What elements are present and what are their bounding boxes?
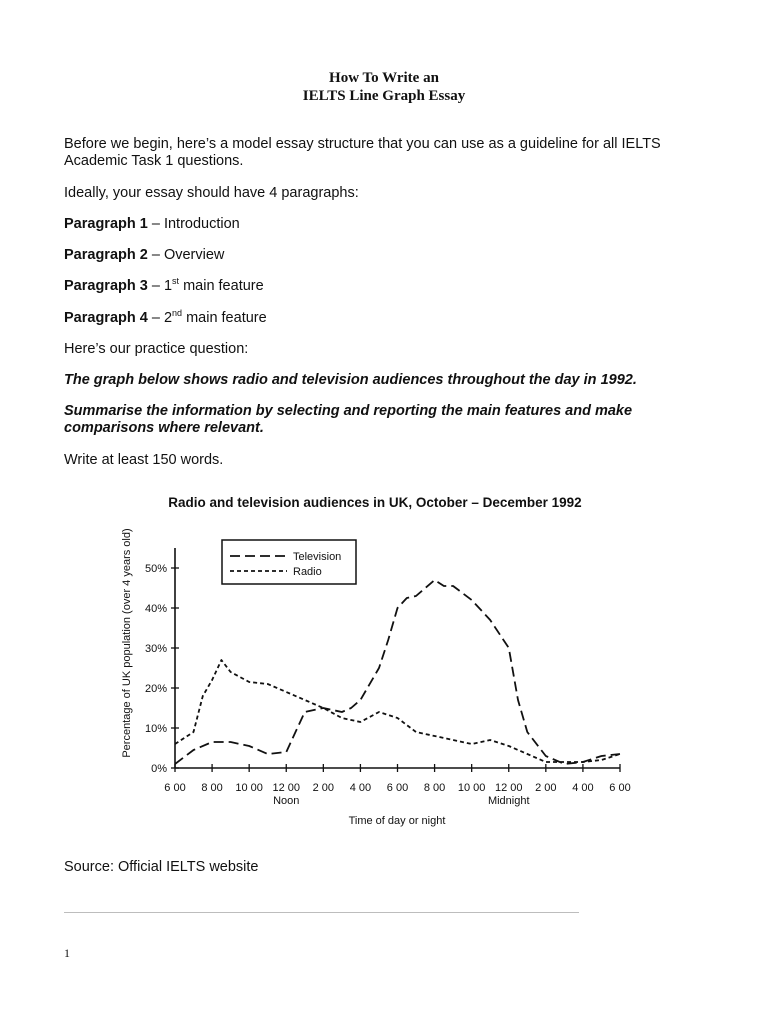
x-tick-label: 8 00 xyxy=(201,782,223,794)
x-tick-label: 2 00 xyxy=(535,782,557,794)
x-tick-label: 4 00 xyxy=(349,782,372,794)
paragraph-item xyxy=(64,310,684,327)
paragraph-text: Introduction xyxy=(163,216,240,232)
x-tick-label: 2 00 xyxy=(312,782,335,794)
x-tick-label: 12 00 xyxy=(494,782,523,794)
doc-title-line2: IELTS Line Graph Essay xyxy=(302,88,466,104)
chart-legend xyxy=(222,540,356,584)
x-tick-label: 6 00 xyxy=(609,782,631,794)
page-number: 1 xyxy=(64,946,70,960)
paragraph-label: Paragraph 1 xyxy=(64,216,148,232)
line-chart xyxy=(0,480,768,840)
x-tick-label: 10 00 xyxy=(235,782,263,794)
footer-divider xyxy=(64,912,579,913)
word-count-instruction: Write at least 150 words. xyxy=(64,452,224,468)
paragraph-label: Paragraph 3 xyxy=(64,278,148,294)
paragraph-number: 2 xyxy=(163,310,173,326)
paragraph-label: Paragraph 2 xyxy=(64,247,148,263)
intro-paragraph: Before we begin, here’s a model essay structure that you can use as a guideline for all IELTS Academic Task 1 questions. xyxy=(64,136,661,169)
x-tick-label: 12 00 xyxy=(272,782,301,794)
y-tick-label: 30% xyxy=(144,643,167,655)
legend-radio-label: Radio xyxy=(293,566,322,578)
y-tick-label: 0% xyxy=(151,763,167,775)
y-tick-label: 10% xyxy=(144,723,167,735)
doc-title-line1: How To Write an xyxy=(329,70,439,86)
y-tick-label: 40% xyxy=(144,603,167,615)
paragraph-item xyxy=(64,216,684,233)
x-axis-label: Time of day or night xyxy=(348,815,446,827)
paragraph-number: 1 xyxy=(163,278,173,294)
question-instruction: Summarise the information by selecting and reporting the main features and make comparisons where relevant. xyxy=(64,403,633,436)
x-tick-label: 8 00 xyxy=(423,782,446,794)
paragraph-label: Paragraph 4 xyxy=(64,310,148,326)
paragraph-text: main feature xyxy=(182,310,267,326)
y-axis-label: Percentage of UK population (over 4 years old) xyxy=(121,528,133,758)
paragraph-dash: – xyxy=(147,278,164,294)
paragraph-text: Overview xyxy=(163,247,225,263)
x-sublabel: Noon xyxy=(273,795,300,807)
x-tick-label: 6 00 xyxy=(164,782,186,794)
paragraph-item xyxy=(64,247,684,264)
question-statement: The graph below shows radio and television audiences throughout the day in 1992. xyxy=(64,372,637,388)
paragraph-ordinal: nd xyxy=(172,308,183,319)
x-tick-label: 6 00 xyxy=(386,782,409,794)
legend-television-label: Television xyxy=(293,551,342,563)
source-line: Source: Official IELTS website xyxy=(64,859,259,875)
paragraph-ordinal: st xyxy=(172,276,180,287)
x-sublabel: Midnight xyxy=(487,795,530,807)
series-line-radio xyxy=(175,660,620,762)
y-tick-label: 20% xyxy=(144,683,167,695)
practice-intro: Here’s our practice question: xyxy=(64,341,249,357)
x-tick-label: 4 00 xyxy=(572,782,594,794)
paragraph-item xyxy=(64,278,684,295)
series-line-television xyxy=(175,580,620,764)
paragraph-dash: – xyxy=(147,216,164,232)
y-tick-label: 50% xyxy=(144,563,167,575)
chart-title: Radio and television audiences in UK, October – December 1992 xyxy=(168,495,582,510)
paragraph-dash: – xyxy=(147,310,164,326)
ideal-paragraph: Ideally, your essay should have 4 paragraphs: xyxy=(64,185,359,201)
paragraph-dash: – xyxy=(147,247,164,263)
x-tick-label: 10 00 xyxy=(457,782,486,794)
paragraph-text: main feature xyxy=(179,278,264,294)
